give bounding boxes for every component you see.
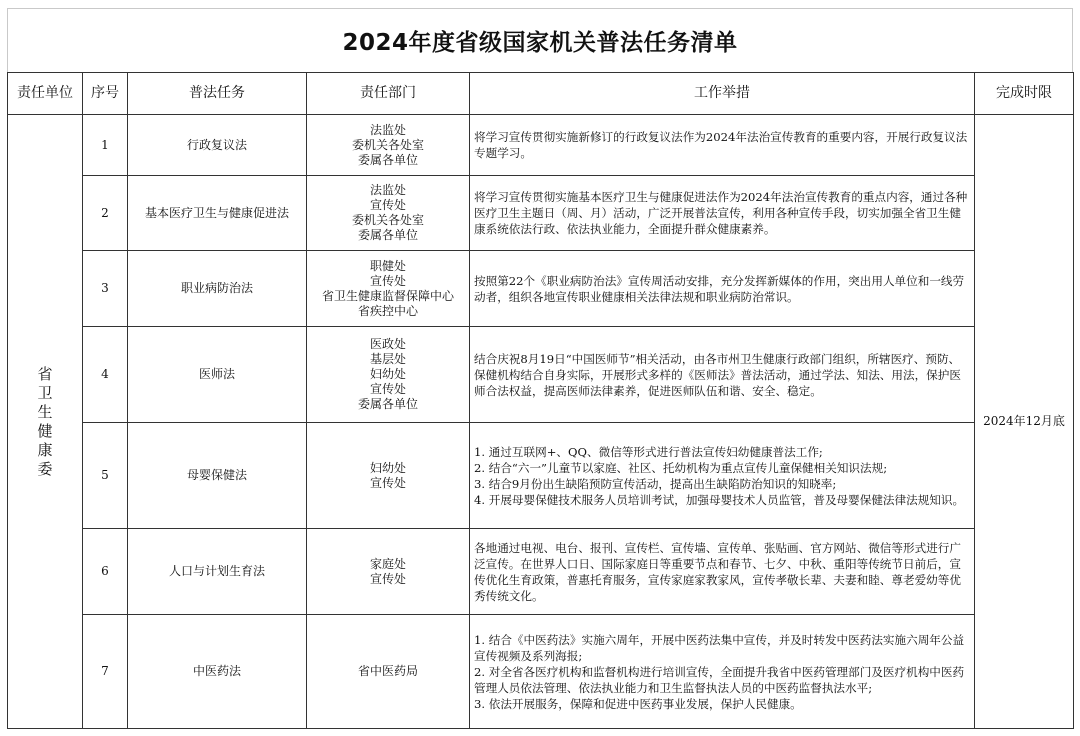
measure-line: 2. 对全省各医疗机构和监督机构进行培训宣传，全面提升我省中医药管理部门及医疗机构中医药管理人员依法管理、依法执业能力和卫生监督执法人员的中医药监督执法水平; — [474, 664, 965, 695]
row-measures — [470, 615, 975, 729]
dept-line: 法监处 — [369, 183, 406, 197]
dept-line: 宣传处 — [369, 382, 406, 396]
task-table — [7, 72, 1074, 729]
row-no: 6 — [83, 529, 128, 615]
measure-text: 将学习宣传贯彻实施基本医疗卫生与健康促进法作为2024年法治宣传教育的重点内容，通过各种医疗卫生主题日（周、月）活动，广泛开展普法宣传，利用各种宣传手段，切实加强全省卫生健康系统依法行政、依法执业能力，全面提升群众健康素养。 — [474, 190, 968, 236]
dept-line: 省卫生健康监督保障中心 — [321, 288, 454, 303]
row-task: 人口与计划生育法 — [128, 529, 307, 615]
header-no: 序号 — [83, 73, 128, 115]
measure-line: 4. 开展母婴保健技术服务人员培训考试，加强母婴技术人员监管，普及母婴保健法律法规知识。 — [474, 492, 965, 507]
deadline-cell: 2024年12月底 — [975, 115, 1074, 729]
header-measures: 工作举措 — [470, 73, 975, 115]
dept-line: 职健处 — [369, 258, 406, 273]
row-dept — [307, 251, 470, 327]
row-measures — [470, 529, 975, 615]
row-task: 母婴保健法 — [128, 423, 307, 529]
dept-line: 宣传处 — [369, 571, 406, 586]
row-dept — [307, 423, 470, 529]
header-unit: 责任单位 — [8, 73, 83, 115]
header-deadline: 完成时限 — [975, 73, 1074, 115]
dept-line: 宣传处 — [369, 273, 406, 288]
table-row — [8, 529, 1074, 615]
row-measures — [470, 251, 975, 327]
row-measures — [470, 176, 975, 251]
measure-line: 3. 结合9月份出生缺陷预防宣传活动，提高出生缺陷防治知识的知晓率; — [474, 476, 837, 491]
dept-line: 医政处 — [369, 337, 406, 351]
row-dept — [307, 327, 470, 423]
measure-text: 各地通过电视、电台、报刊、宣传栏、宣传墙、宣传单、张贴画、官方网站、微信等形式进行广泛宣传。在世界人口日、国际家庭日等重要节点和春节、七夕、中秋、重阳等传统节日前后，宣传优化生育政策，普惠托育服务，宣传家庭家教家风，宣传孝敬长辈、夫妻和睦、尊老爱幼等优秀传统文化。 — [474, 540, 961, 603]
header-task: 普法任务 — [128, 73, 307, 115]
row-task: 医师法 — [128, 327, 307, 423]
row-no: 2 — [83, 176, 128, 251]
unit-char: 健 — [37, 421, 53, 440]
row-dept — [307, 529, 470, 615]
row-task: 基本医疗卫生与健康促进法 — [128, 176, 307, 251]
measure-text: 将学习宣传贯彻实施新修订的行政复议法作为2024年法治宣传教育的重要内容，开展行政复议法专题学习。 — [474, 130, 968, 160]
unit-char: 康 — [37, 440, 53, 459]
row-task: 中医药法 — [128, 615, 307, 729]
table-row — [8, 615, 1074, 729]
table-row — [8, 251, 1074, 327]
row-task: 行政复议法 — [128, 115, 307, 176]
dept-line: 委机关各处室 — [351, 137, 424, 152]
row-dept — [307, 615, 470, 729]
row-no: 3 — [83, 251, 128, 327]
unit-char: 省 — [37, 364, 53, 383]
table-row — [8, 423, 1074, 529]
unit-char: 卫 — [37, 383, 53, 402]
dept-line: 委机关各处室 — [351, 213, 424, 227]
measure-line: 1. 通过互联网+、QQ、微信等形式进行普法宣传妇幼健康普法工作; — [474, 444, 823, 459]
table-row — [8, 176, 1074, 251]
unit-char: 委 — [37, 459, 53, 478]
row-task: 职业病防治法 — [128, 251, 307, 327]
dept-line: 省中医药局 — [357, 664, 418, 678]
task-sheet — [7, 8, 1073, 729]
row-measures — [470, 327, 975, 423]
dept-line: 妇幼处 — [369, 367, 406, 381]
dept-line: 基层处 — [369, 352, 406, 366]
row-no: 5 — [83, 423, 128, 529]
table-row — [8, 115, 1074, 176]
dept-line: 妇幼处 — [369, 460, 406, 475]
unit-cell — [8, 115, 83, 729]
row-measures — [470, 423, 975, 529]
measure-text: 结合庆祝8月19日“中国医师节”相关活动，由各市州卫生健康行政部门组织，所辖医疗、预防、保健机构结合自身实际，开展形式多样的《医师法》普法活动，通过学法、知法、用法，保护医师合法权益，提高医师法律素养，促进医师队伍和谐、安全、稳定。 — [474, 351, 961, 398]
dept-line: 委属各单位 — [357, 152, 418, 167]
dept-line: 委属各单位 — [357, 228, 418, 242]
page-title: 2024年度省级国家机关普法任务清单 — [342, 30, 738, 56]
dept-line: 委属各单位 — [357, 397, 418, 411]
row-no: 1 — [83, 115, 128, 176]
dept-line: 家庭处 — [369, 556, 406, 571]
dept-line: 省疾控中心 — [357, 303, 418, 318]
dept-line: 宣传处 — [369, 198, 406, 212]
row-dept — [307, 115, 470, 176]
measure-line: 1. 结合《中医药法》实施六周年，开展中医药法集中宣传，并及时转发中医药法实施六周年公益宣传视频及系列海报; — [474, 632, 965, 663]
dept-line: 宣传处 — [369, 475, 406, 490]
dept-line: 法监处 — [369, 122, 406, 137]
header-dept: 责任部门 — [307, 73, 470, 115]
table-row — [8, 327, 1074, 423]
unit-char: 生 — [37, 402, 53, 421]
title-row — [7, 8, 1073, 72]
measure-line: 3. 依法开展服务，保障和促进中医药事业发展，保护人民健康。 — [474, 696, 802, 711]
header-row — [8, 73, 1074, 115]
measure-line: 2. 结合“六一”儿童节以家庭、社区、托幼机构为重点宣传儿童保健相关知识法规; — [474, 460, 888, 475]
row-no: 7 — [83, 615, 128, 729]
row-measures — [470, 115, 975, 176]
row-no: 4 — [83, 327, 128, 423]
measure-text: 按照第22个《职业病防治法》宣传周活动安排，充分发挥新媒体的作用，突出用人单位和一线劳动者，组织各地宣传职业健康相关法律法规和职业病防治常识。 — [474, 273, 965, 304]
row-dept — [307, 176, 470, 251]
